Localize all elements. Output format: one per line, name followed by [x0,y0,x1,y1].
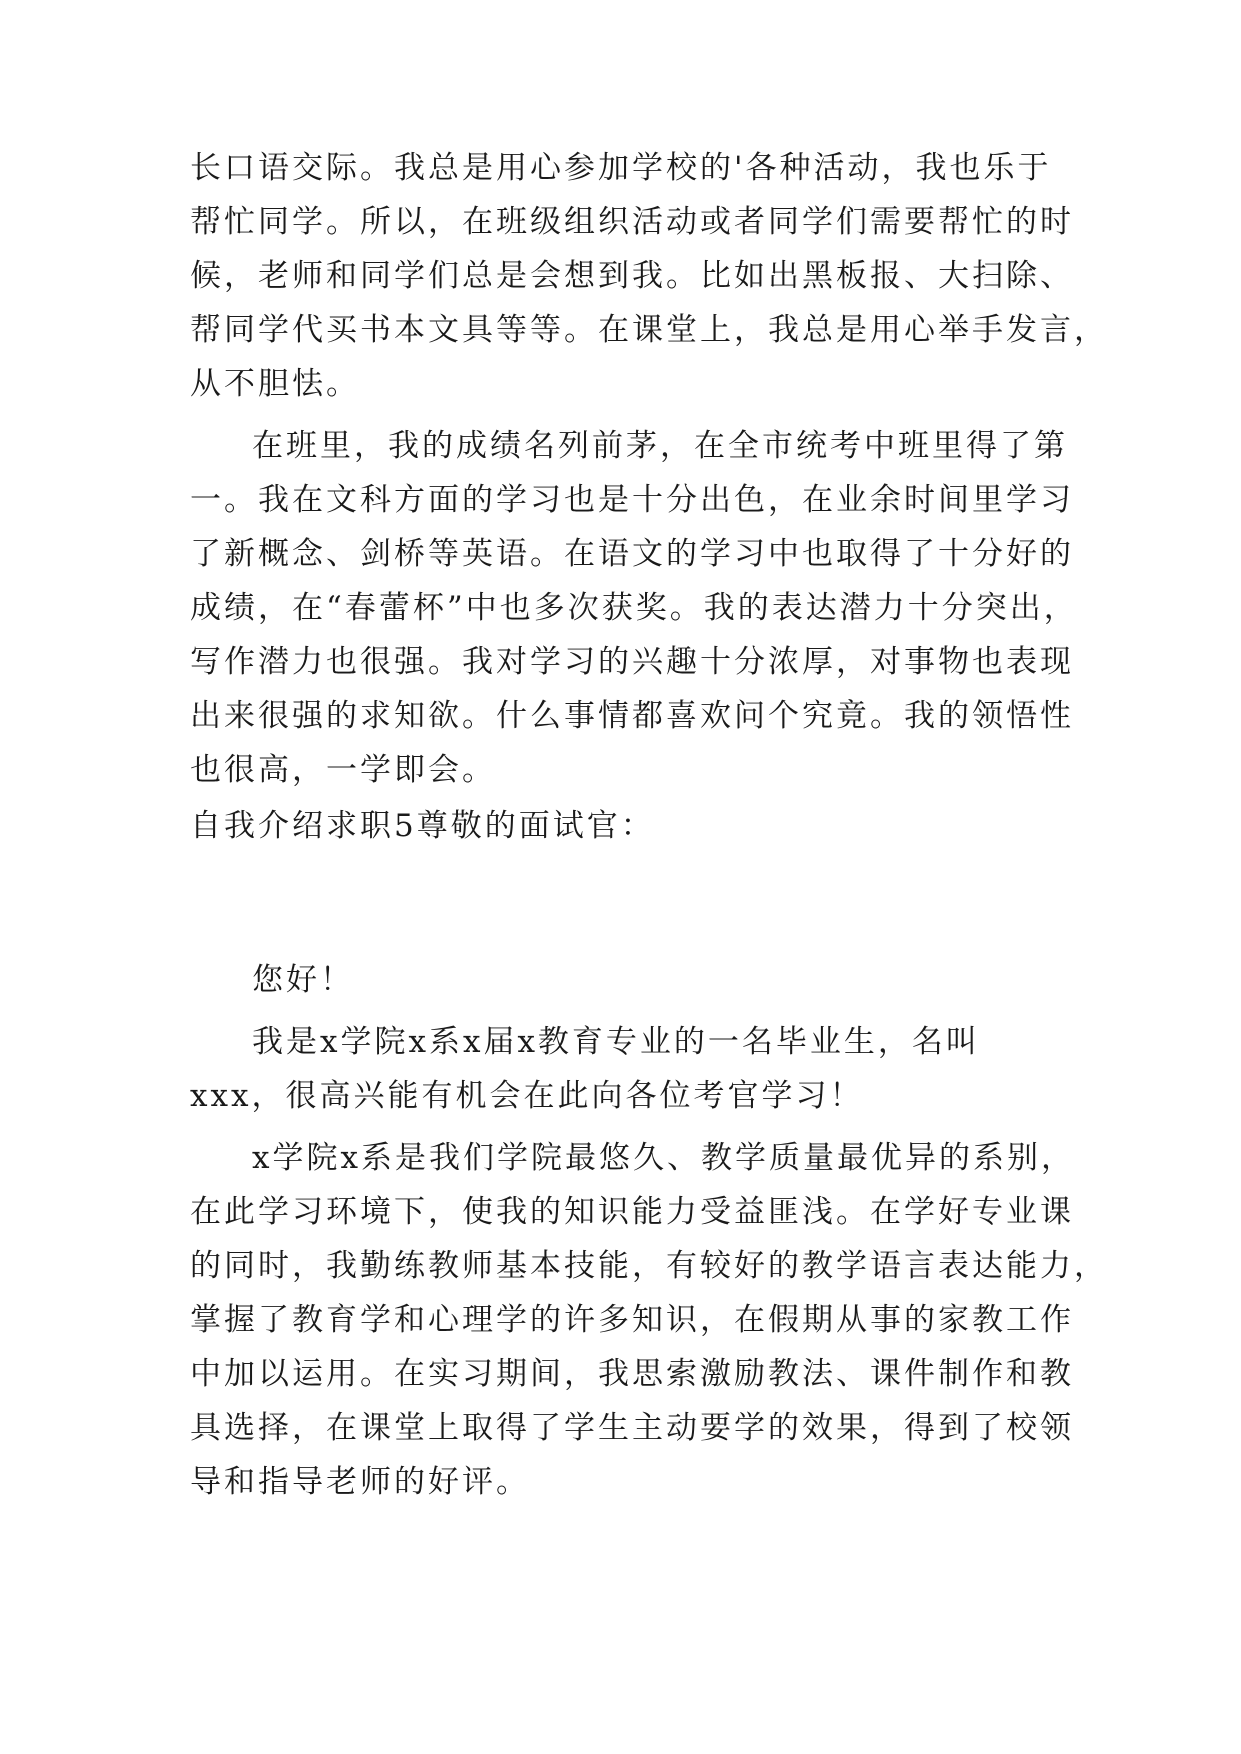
text-line: 掌握了教育学和心理学的许多知识，在假期从事的家教工作 [190,1302,1074,1338]
text-line: 的同时，我勤练教师基本技能，有较好的教学语言表达能力， [190,1248,1108,1284]
text-line: 具选择，在课堂上取得了学生主动要学的效果，得到了校领 [190,1410,1074,1446]
text-line: 成绩，在“春蕾杯”中也多次获奖。我的表达潜力十分突出， [190,590,1078,626]
text-line: 导和指导老师的好评。 [190,1464,530,1500]
text-line: 了新概念、剑桥等英语。在语文的学习中也取得了十分好的 [190,536,1074,572]
text-line: 帮忙同学。所以，在班级组织活动或者同学们需要帮忙的时 [190,204,1074,240]
text-line: 在此学习环境下，使我的知识能力受益匪浅。在学好专业课 [190,1194,1074,1230]
text-line: 在班里，我的成绩名列前茅，在全市统考中班里得了第 [252,428,1068,464]
text-line: xxx，很高兴能有机会在此向各位考官学习！ [190,1078,864,1114]
greeting: 您好！ [252,962,354,998]
text-line: 中加以运用。在实习期间，我思索激励教法、课件制作和教 [190,1356,1074,1392]
text-line: 一。我在文科方面的学习也是十分出色，在业余时间里学习 [190,482,1074,518]
text-line: 从不胆怯。 [190,366,360,402]
text-line: 候，老师和同学们总是会想到我。比如出黑板报、大扫除、 [190,258,1074,294]
text-line: 长口语交际。我总是用心参加学校的'各种活动，我也乐于 [190,150,1052,186]
section-heading: 自我介绍求职5尊敬的面试官： [190,808,655,844]
text-line: 我是x学院x系x届x教育专业的一名毕业生，名叫 [252,1024,980,1060]
text-line: 也很高，一学即会。 [190,752,496,788]
text-line: 帮同学代买书本文具等等。在课堂上，我总是用心举手发言， [190,312,1108,348]
text-line: x学院x系是我们学院最悠久、教学质量最优异的系别， [252,1140,1075,1176]
text-line: 出来很强的求知欲。什么事情都喜欢问个究竟。我的领悟性 [190,698,1074,734]
text-line: 写作潜力也很强。我对学习的兴趣十分浓厚，对事物也表现 [190,644,1074,680]
